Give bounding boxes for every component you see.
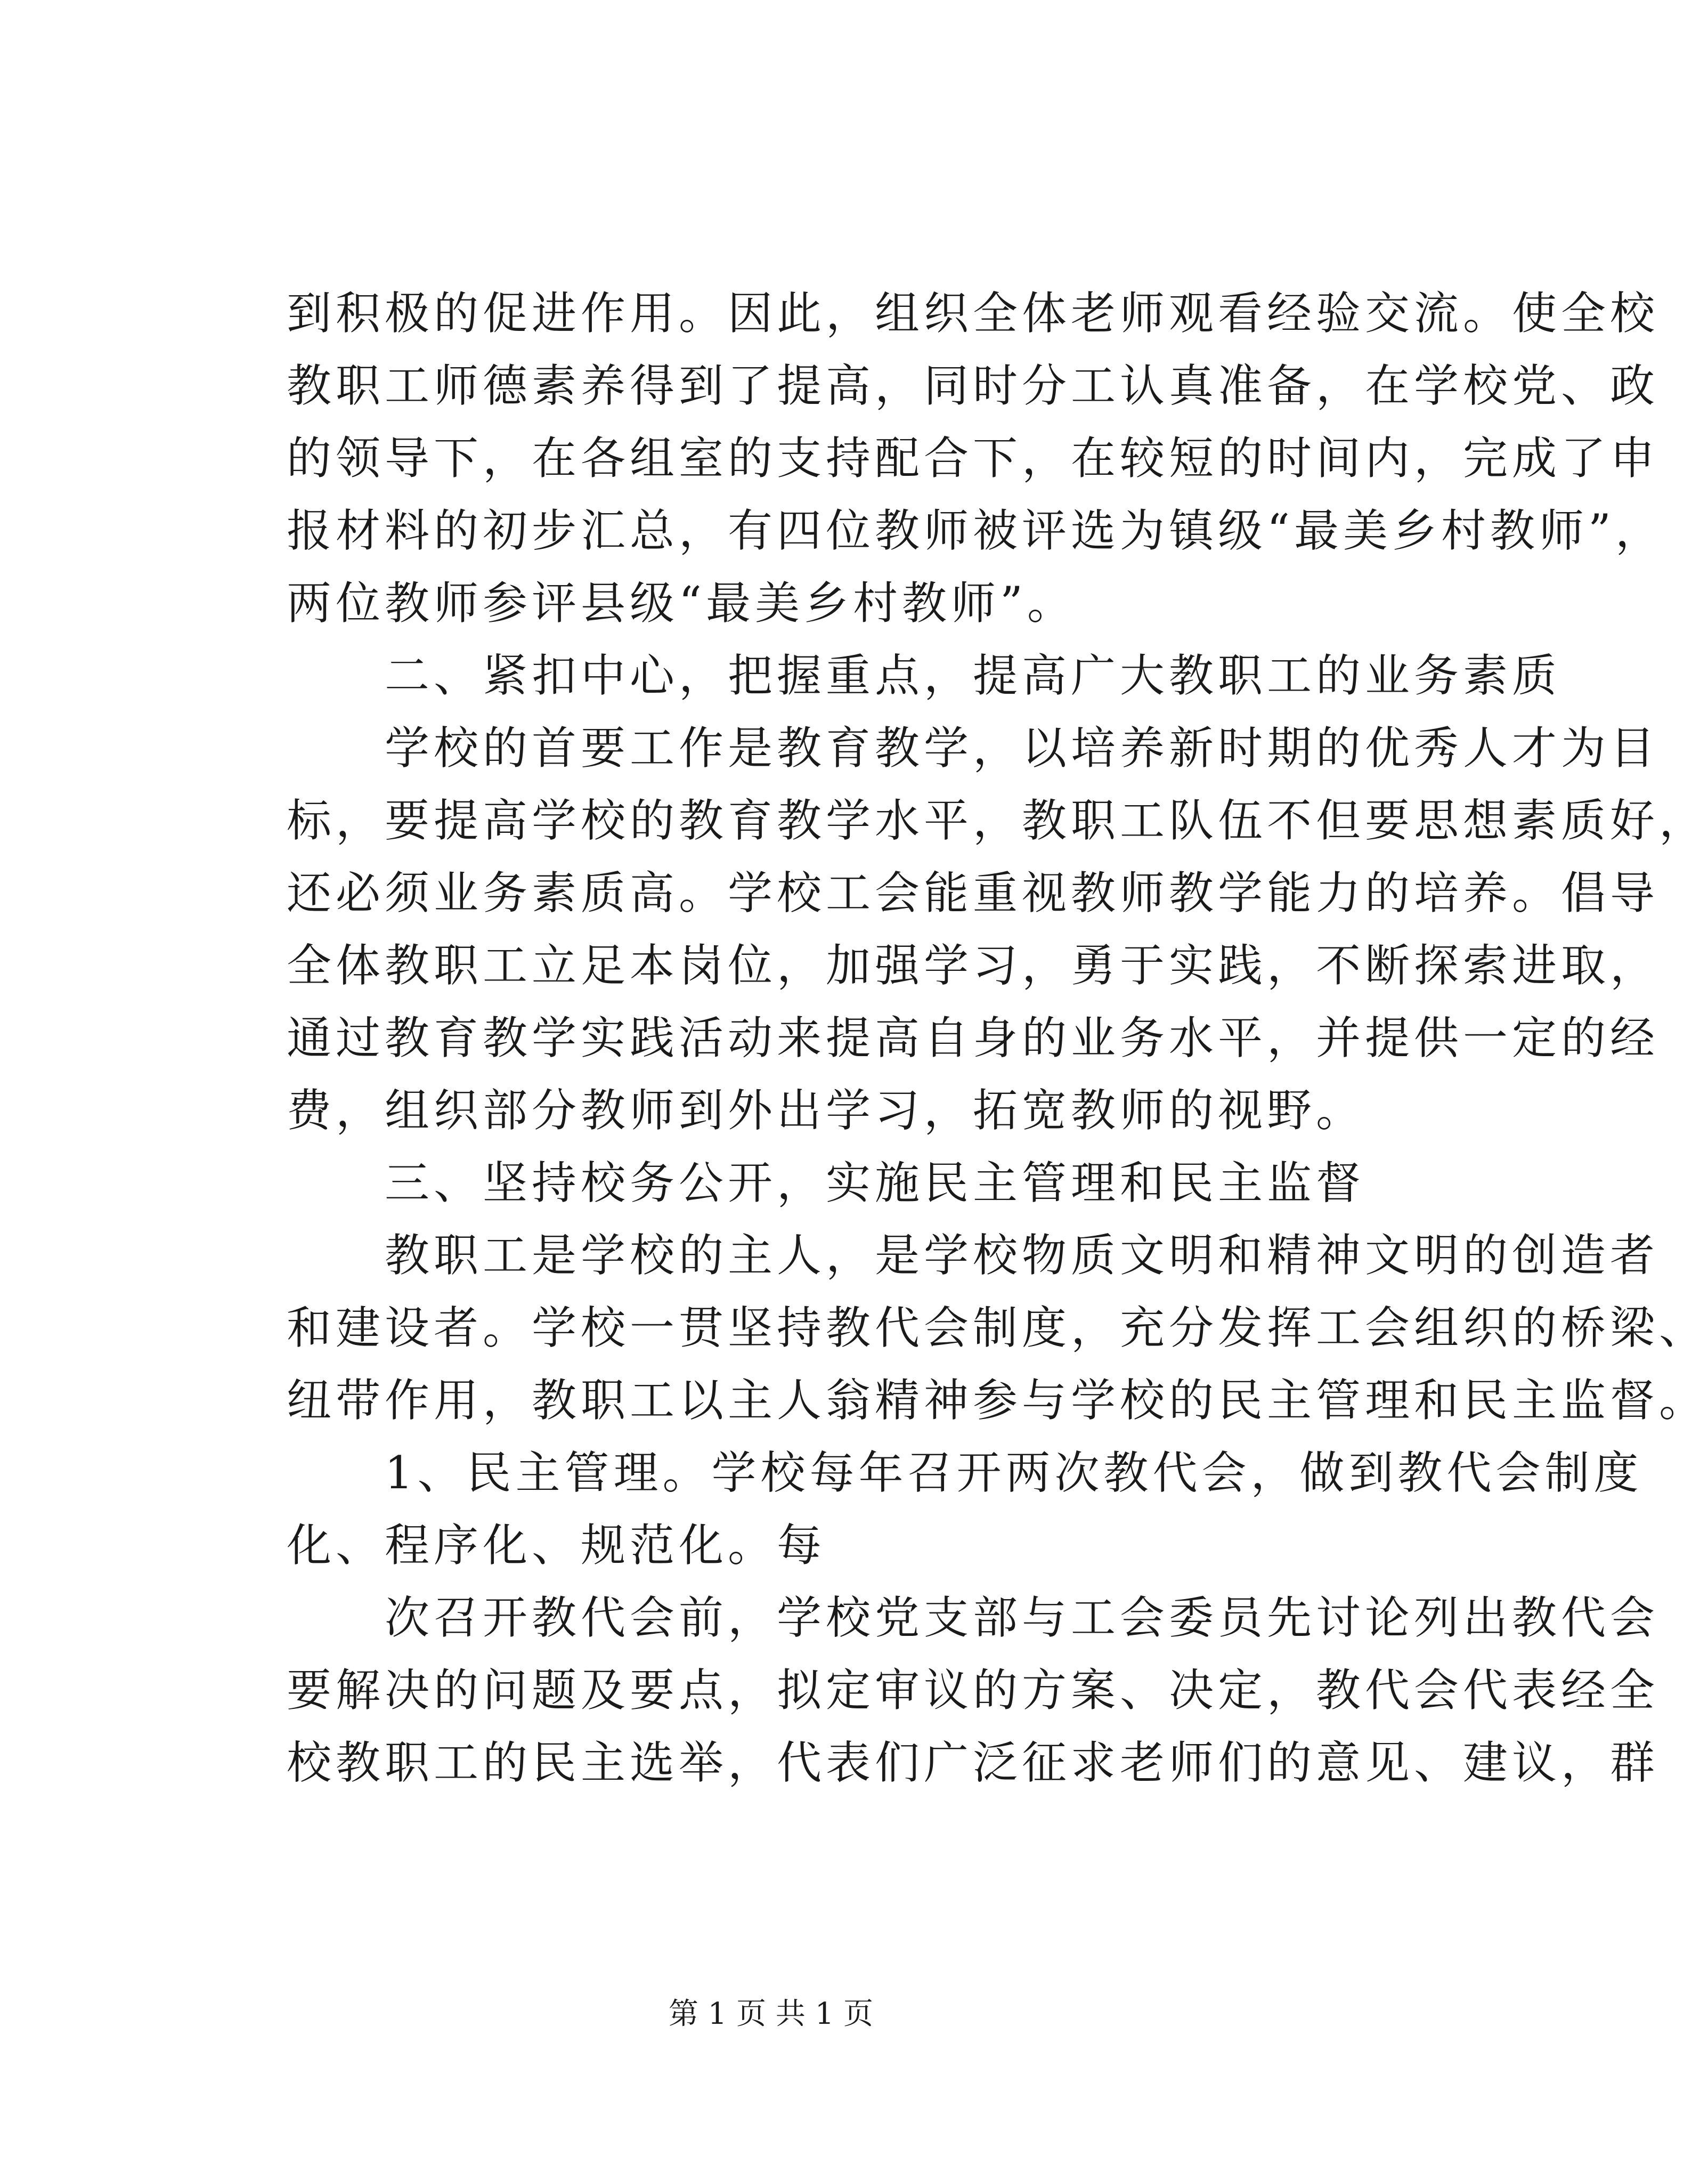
- text-line: 要解决的问题及要点，拟定审议的方案、决定，教代会代表经全: [287, 1664, 1660, 1716]
- text-line: 学校的首要工作是教育教学，以培养新时期的优秀人才为目: [287, 722, 1660, 774]
- text-line: 和建设者。学校一贯坚持教代会制度，充分发挥工会组织的桥梁、: [287, 1302, 1708, 1354]
- text-line: 化、程序化、规范化。每: [287, 1519, 826, 1571]
- text-line: 纽带作用，教职工以主人翁精神参与学校的民主管理和民主监督。: [287, 1374, 1708, 1426]
- text-line: 二、紧扣中心，把握重点，提高广大教职工的业务素质: [287, 650, 1561, 702]
- text-line: 两位教师参评县级“最美乡村教师”。: [287, 577, 1076, 629]
- text-line: 教职工是学校的主人，是学校物质文明和精神文明的创造者: [287, 1229, 1660, 1282]
- text-line: 的领导下，在各组室的支持配合下，在较短的时间内，完成了申: [287, 432, 1660, 484]
- text-line: 1、民主管理。学校每年召开两次教代会，做到教代会制度: [287, 1447, 1643, 1499]
- text-line: 还必须业务素质高。学校工会能重视教师教学能力的培养。倡导: [287, 867, 1660, 919]
- text-line: 三、坚持校务公开，实施民主管理和民主监督: [287, 1157, 1365, 1209]
- text-line: 次召开教代会前，学校党支部与工会委员先讨论列出教代会: [287, 1592, 1660, 1644]
- document-body: [287, 277, 1708, 1799]
- text-line: 通过教育教学实践活动来提高自身的业务水平，并提供一定的经: [287, 1012, 1660, 1064]
- page-footer: 第 1 页 共 1 页: [668, 1997, 874, 2031]
- text-line: 到积极的促进作用。因此，组织全体老师观看经验交流。使全校: [287, 287, 1660, 339]
- text-line: 校教职工的民主选举，代表们广泛征求老师们的意见、建议，群: [287, 1737, 1660, 1789]
- text-line: 全体教职工立足本岗位，加强学习，勇于实践，不断探索进取，: [287, 939, 1660, 992]
- text-line: 报材料的初步汇总，有四位教师被评选为镇级“最美乡村教师”，: [287, 505, 1664, 557]
- text-line: 费，组织部分教师到外出学习，拓宽教师的视野。: [287, 1084, 1365, 1137]
- text-line: 标，要提高学校的教育教学水平，教职工队伍不但要思想素质好，: [287, 794, 1708, 847]
- text-line: 教职工师德素养得到了提高，同时分工认真准备，在学校党、政: [287, 360, 1660, 412]
